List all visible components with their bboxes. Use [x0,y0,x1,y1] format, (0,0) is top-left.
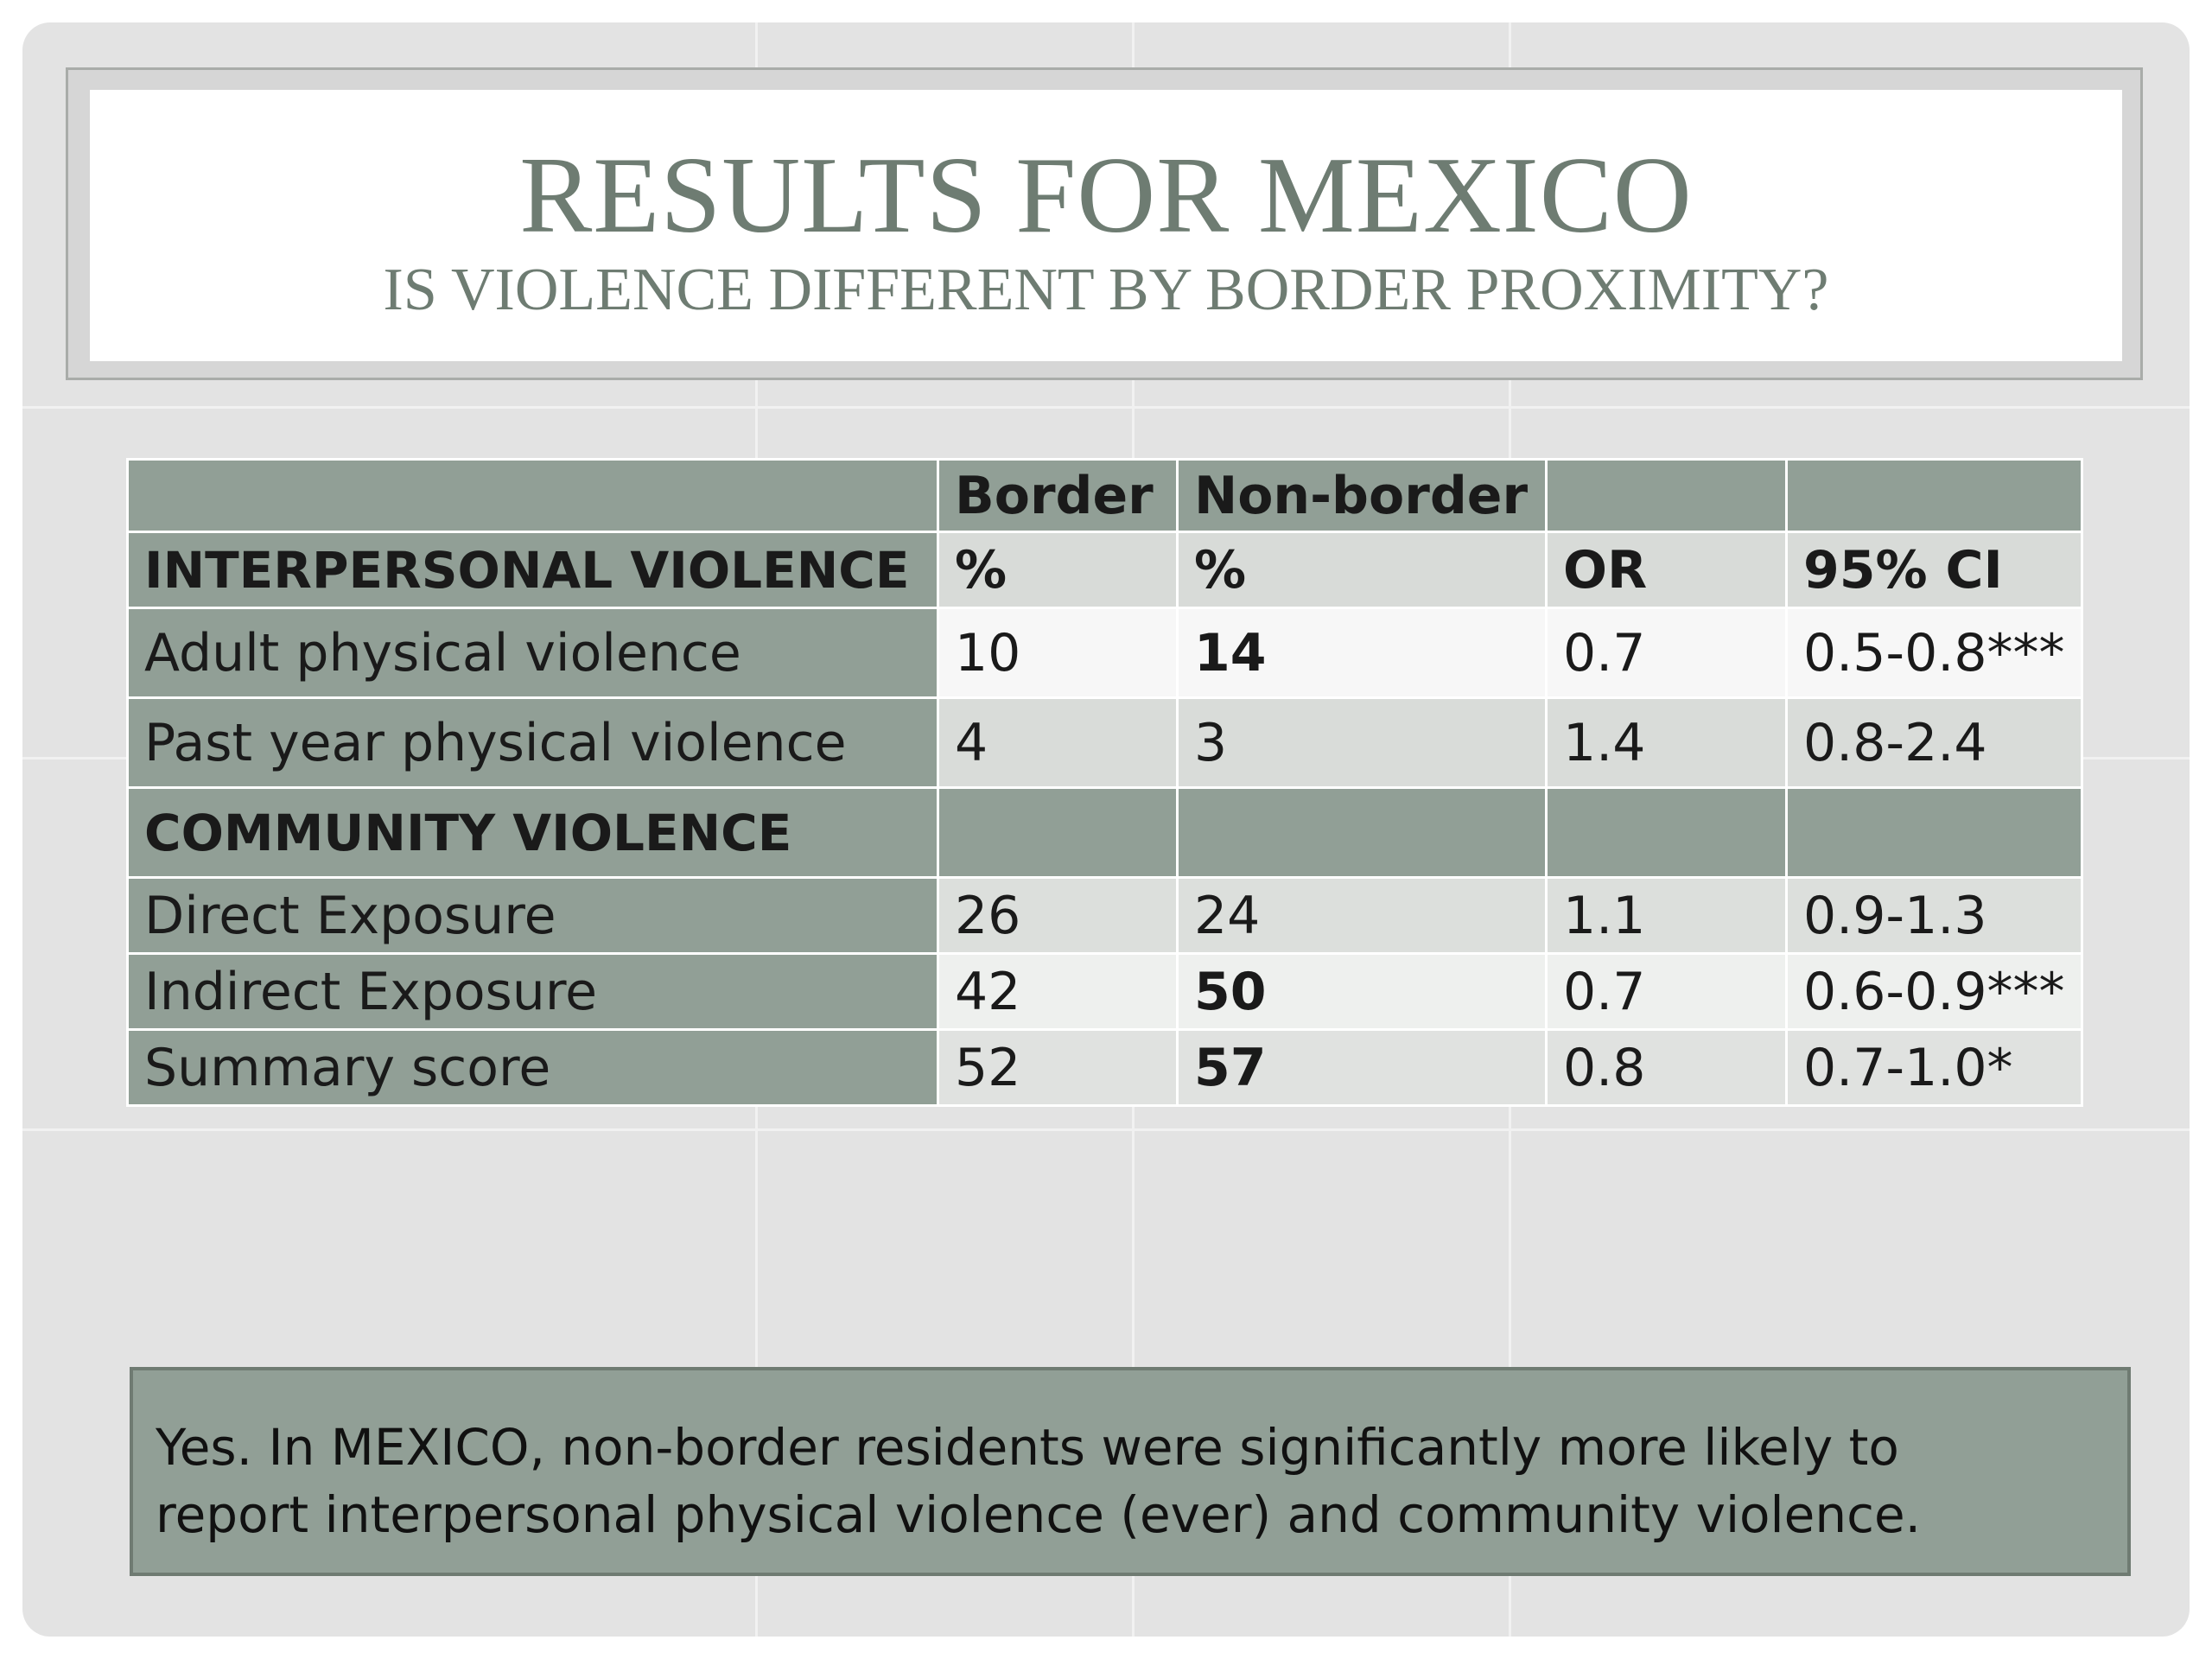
background-gridline [22,1128,2190,1131]
table-cell [1547,788,1787,878]
table-header-cell [1547,460,1787,532]
table-row [128,532,2082,608]
results-table [126,458,2083,1107]
table-cell: 0.7 [1547,954,1787,1030]
table-row [128,608,2082,698]
table-row [128,1030,2082,1106]
table-cell: OR [1547,532,1787,608]
table-header-cell [1787,460,2082,532]
table-cell: % [938,532,1178,608]
row-label: Direct Exposure [128,878,938,954]
table-cell: % [1178,532,1547,608]
table-header-cell: Non-border [1178,460,1547,532]
table-cell: 14 [1178,608,1547,698]
conclusion-line: Yes. In MEXICO, non-border residents were significantly more likely to [156,1418,1899,1477]
table-cell: 1.4 [1547,698,1787,788]
table-header-cell: Border [938,460,1178,532]
table-cell: 1.1 [1547,878,1787,954]
table-cell: 57 [1178,1030,1547,1106]
table-cell: 10 [938,608,1178,698]
row-label: Past year physical violence [128,698,938,788]
table-header-row [128,460,2082,532]
table-cell: 0.7-1.0* [1787,1030,2082,1106]
row-label: INTERPERSONAL VIOLENCE [128,532,938,608]
table-cell: 0.6-0.9*** [1787,954,2082,1030]
table-cell: 50 [1178,954,1547,1030]
slide-title: RESULTS FOR MEXICO [519,136,1693,256]
table-row [128,878,2082,954]
table-cell: 95% CI [1787,532,2082,608]
conclusion-line: report interpersonal physical violence (ever) and community violence. [156,1485,1922,1544]
background-gridline [22,406,2190,409]
table-cell [1787,788,2082,878]
table-cell: 52 [938,1030,1178,1106]
table-cell [938,788,1178,878]
slide-subtitle: IS VIOLENCE DIFFERENT BY BORDER PROXIMITY? [383,257,1829,323]
title-box [90,90,2122,361]
table-cell: 0.5-0.8*** [1787,608,2082,698]
table-cell: 24 [1178,878,1547,954]
table-cell: 0.8 [1547,1030,1787,1106]
table-row [128,788,2082,878]
table-header-cell [128,460,938,532]
row-label: Adult physical violence [128,608,938,698]
conclusion-box [130,1367,2131,1576]
row-label: COMMUNITY VIOLENCE [128,788,938,878]
table-cell: 26 [938,878,1178,954]
table-cell: 0.8-2.4 [1787,698,2082,788]
table-cell: 42 [938,954,1178,1030]
table-row [128,954,2082,1030]
table-cell: 4 [938,698,1178,788]
slide [22,22,2190,1637]
table-cell: 3 [1178,698,1547,788]
table-row [128,698,2082,788]
row-label: Indirect Exposure [128,954,938,1030]
table-cell [1178,788,1547,878]
table-cell: 0.7 [1547,608,1787,698]
table-cell: 0.9-1.3 [1787,878,2082,954]
row-label: Summary score [128,1030,938,1106]
